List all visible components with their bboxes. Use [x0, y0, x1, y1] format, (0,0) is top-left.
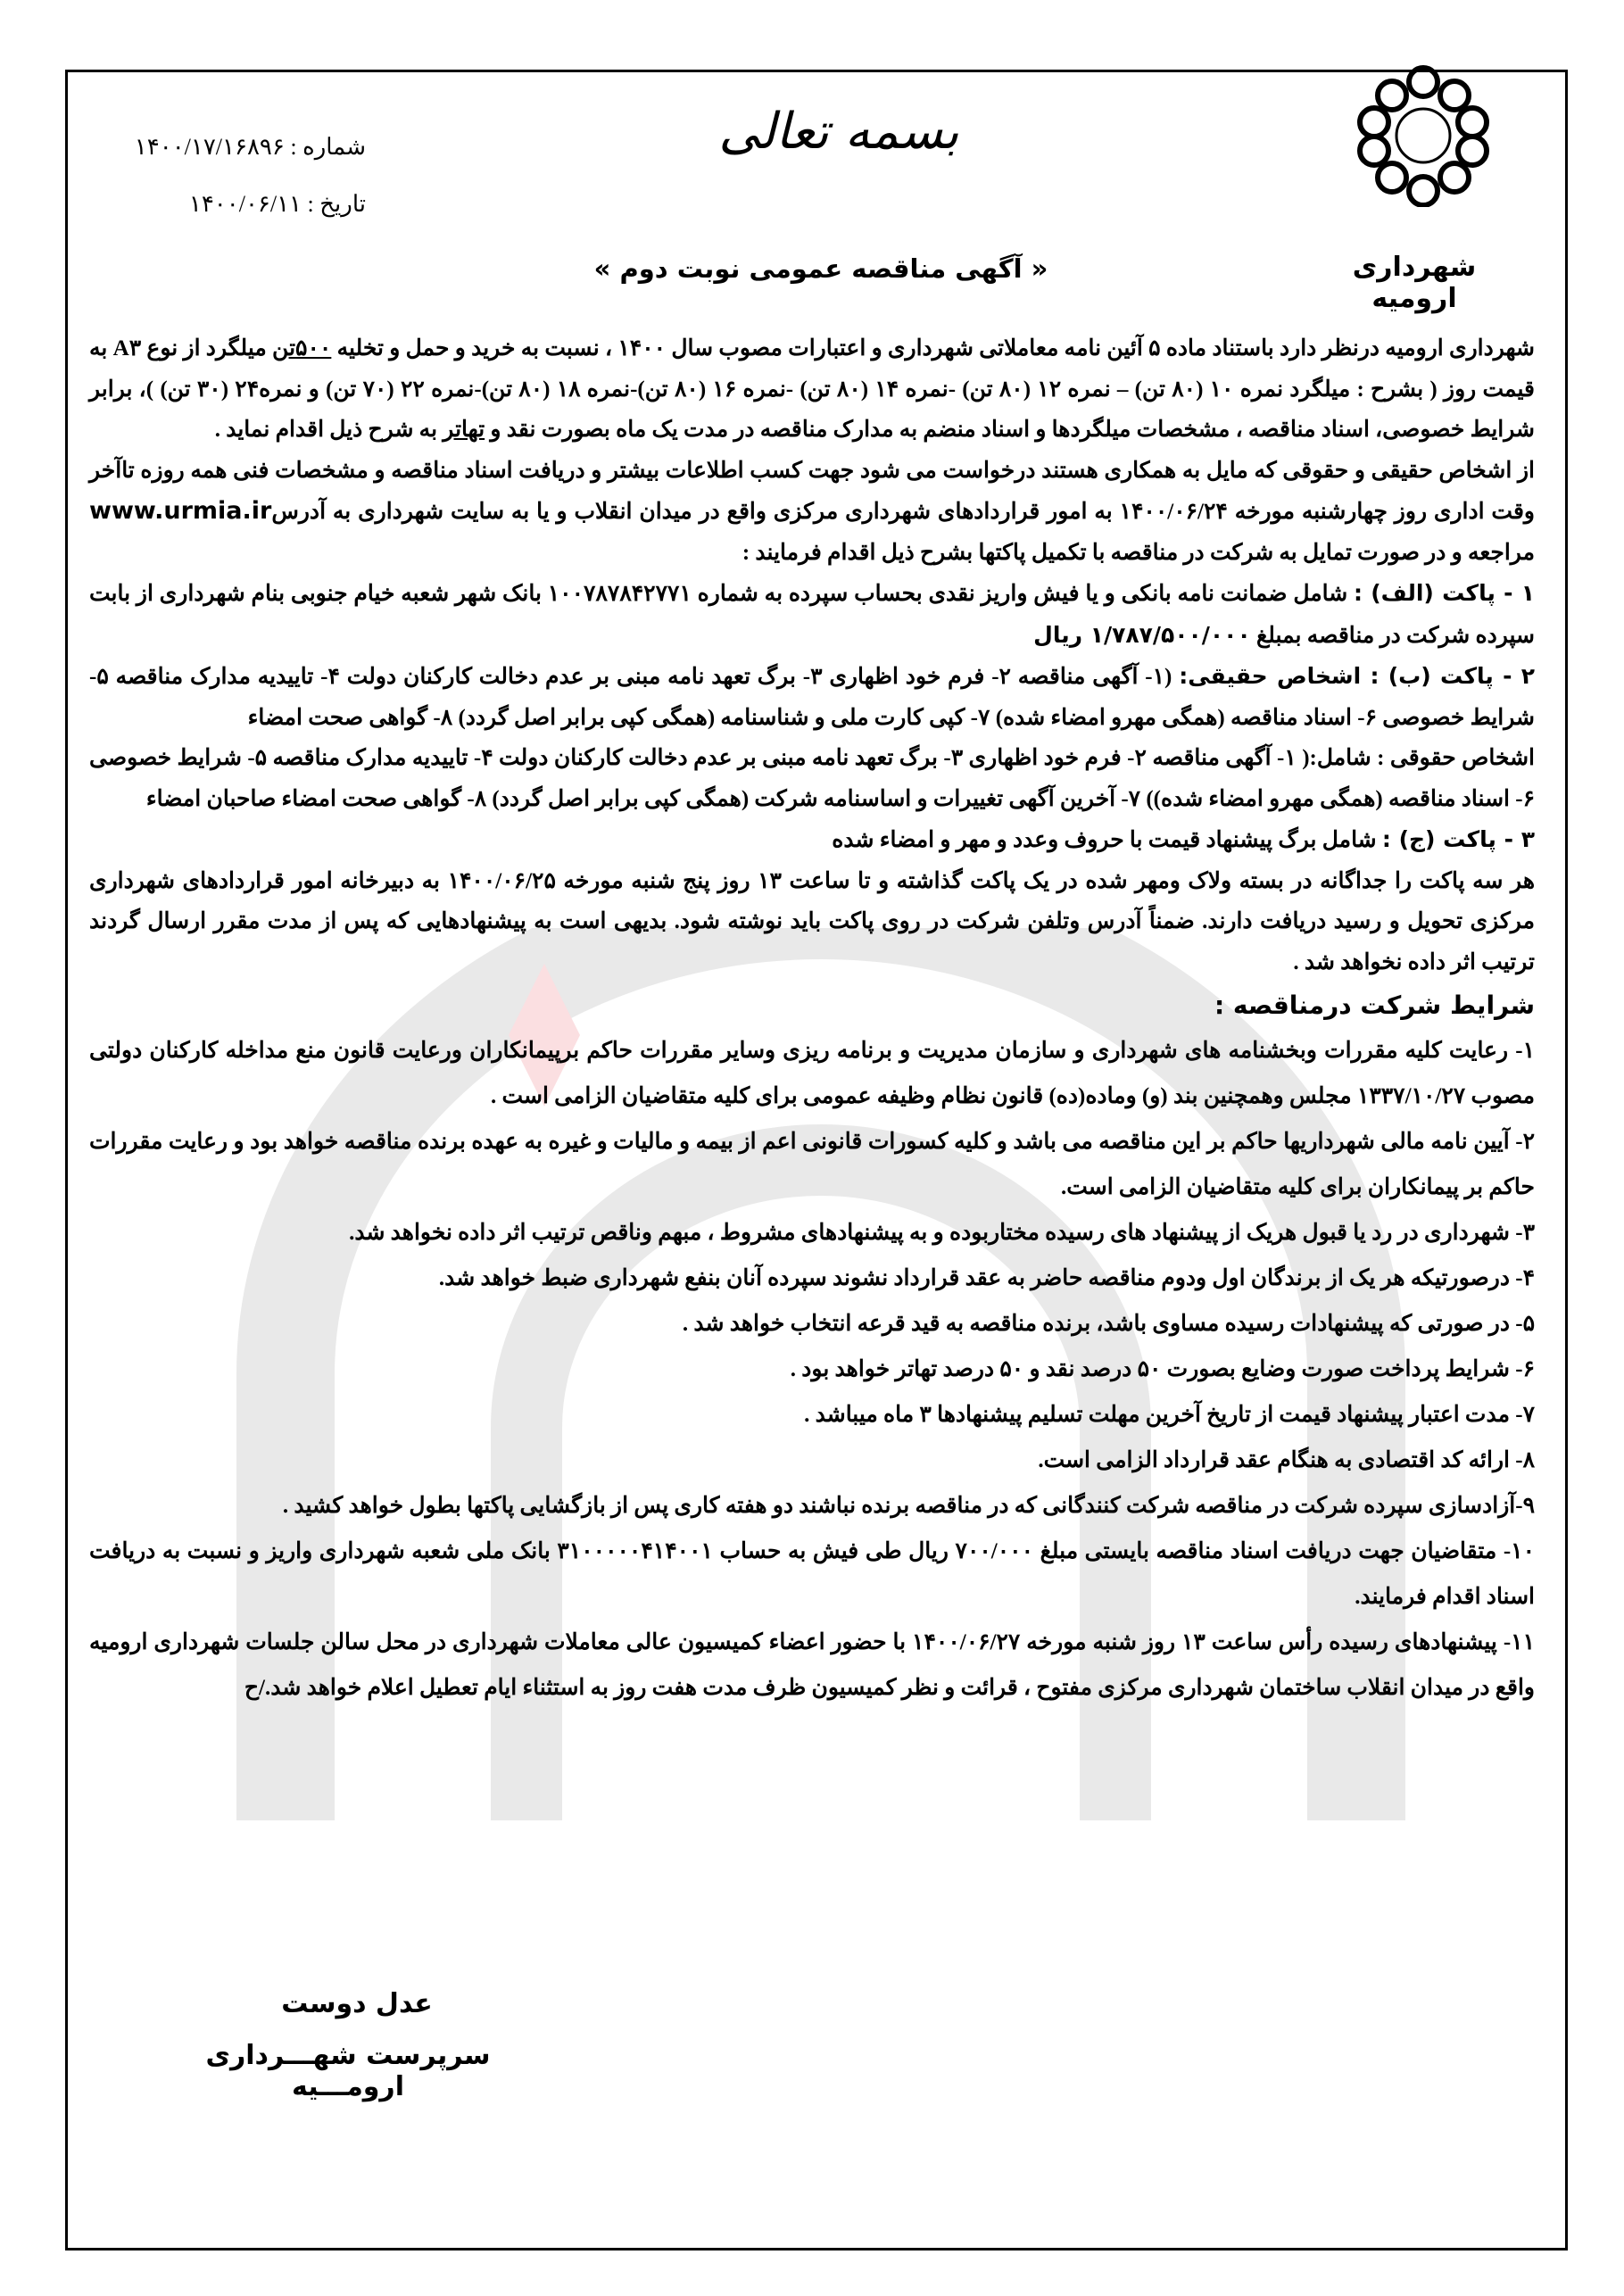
number-value: ۱۴۰۰/۱۷/۱۶۸۹۶: [134, 134, 285, 160]
notice-title: « آگهی مناقصه عمومی نوبت دوم »: [593, 253, 1048, 284]
condition-item: ۲- آیین نامه مالی شهرداریها حاکم بر این مناقصه می باشد و کلیه کسورات قانونی اعم از بیمه و مالیات و غیره به عهده برنده مناقصه خواهد بود و رعایت مقررات حاکم بر پیمانکاران برای کلیه متقاضیان الزامی است.: [89, 1130, 1535, 1199]
intro-text: شهرداری ارومیه درنظر دارد باستناد ماده ۵ آئین نامه معاملاتی شهرداری و اعتبارات مصوب سال ۱۴۰۰ ، نسبت به خرید و حمل و تخلیه: [331, 336, 1536, 361]
condition-item: ۱۰- متقاضیان جهت دریافت اسناد مناقصه بایستی مبلغ ۷۰۰/۰۰۰ ریال طی فیش به حساب ۳۱۰۰۰۰۰۴۱۴۰۰۱ بانک ملی شعبه شهرداری واریز و نسبت به دریافت اسناد اقدام فرمایند.: [89, 1539, 1536, 1609]
invite-text: از اشخاص حقیقی و حقوقی که مایل به همکاری هستند درخواست می شود جهت کسب اطلاعات بیشتر و دریافت اسناد مناقصه و مشخصات فنی همه روزه تاآخر وقت اداری روز چهارشنبه مورخه ۱۴۰۰/۰۶/۲۴ به امور قراردادهای شهرداری مرکزی واقع در میدان انقلاب و یا به سایت شهرداری به آدرس: [89, 458, 1535, 524]
intro-text: میلگرد از نوع A۳ به قیمت روز ( بشرح : میلگرد نمره ۱۰ (۸۰ تن) – نمره ۱۲ (۸۰ تن) -نمره ۱۴ (۸۰ تن) -نمره ۱۶ (۸۰ تن)-نمره ۱۸ (۸۰ تن)-نمره ۲۲ (۷۰ تن) و نمره۲۴ (۳۰ تن) )، برابر شرایط خصوصی، اسناد مناقصه ، مشخصات میلگردها و اسناد منضم به مدارک مناقصه در مدت یک ماه بصورت نقد و: [89, 336, 1535, 442]
deposit-amount: ۱/۷۸۷/۵۰۰/۰۰۰ ریال: [1033, 621, 1251, 648]
condition-item: ۴- درصورتیکه هر یک از برندگان اول ودوم مناقصه حاضر به عقد قرارداد نشوند سپرده آنان بنفع شهرداری ضبط خواهد شد.: [438, 1266, 1535, 1290]
packet-text: شامل ضمانت نامه بانکی و یا فیش واریز نقدی بحساب سپرده به شماره ۱۰۰۷۸۷۸۴۲۷۷۱ بانک شهر شعبه خیام جنوبی بنام شهرداری از بابت سپرده شرکت در مناقصه بمبلغ: [89, 582, 1535, 648]
conditions-title: شرایط شرکت درمناقصه :: [1214, 991, 1535, 1020]
packet-text: شامل برگ پیشنهاد قیمت با حروف وعدد و مهر و امضاء شده: [832, 828, 1382, 852]
date-label: تاریخ :: [307, 191, 366, 217]
packet-b-natural: [89, 656, 1535, 738]
conditions-section: [89, 982, 1535, 1711]
packet-a: [89, 573, 1535, 656]
packet-label: ۳ - پاکت (ج) :: [1381, 826, 1535, 852]
signatory-name: عدل دوست: [281, 1988, 433, 2019]
quantity-highlight: ۵۰۰تن: [272, 336, 332, 361]
packet-label: ۱ - پاکت (الف) :: [1354, 580, 1535, 606]
condition-item: ۸- ارائه کد اقتصادی به هنگام عقد قرارداد الزامی است.: [1038, 1448, 1535, 1472]
invite-text: مراجعه و در صورت تمایل به شرکت در مناقصه با تکمیل پاکتها بشرح ذیل اقدام فرمایند :: [742, 540, 1535, 565]
intro-text: به شرح ذیل اقدام نماید .: [214, 418, 443, 442]
letter-date: [107, 191, 366, 218]
intro-paragraph: [89, 328, 1535, 451]
condition-item: ۵- در صورتی که پیشنهادات رسیده مساوی باشد، برنده مناقصه به قید قرعه انتخاب خواهد شد .: [682, 1312, 1535, 1336]
urmia-municipality-logo-icon: [1330, 64, 1517, 207]
website-link[interactable]: www.urmia.ir: [89, 497, 272, 525]
barter-highlight: تهاتر: [443, 418, 485, 442]
condition-item: ۹-آزادسازی سپرده شرکت در مناقصه شرکت کنندگانی که در مناقصه برنده نباشند دو هفته کاری پس از بازگشایی پاکتها بطول خواهد کشید .: [282, 1494, 1535, 1518]
submission-paragraph: هر سه پاکت را جداگانه در بسته ولاک ومهر شده در یک پاکت گذاشته و تا ساعت ۱۳ روز پنج شنبه مورخه ۱۴۰۰/۰۶/۲۵ به دبیرخانه امور قراردادهای شهرداری مرکزی تحویل و رسید دریافت دارند. ضمناً آدرس وتلفن شرکت در روی پاکت باید نوشته شود. بدیهی است به پیشنهادهایی که پس از مدت مقرر ارسال گردند ترتیب اثر داده نخواهد شد .: [89, 868, 1536, 974]
organization-name: شهرداری ارومیه: [1352, 252, 1477, 314]
condition-item: ۷- مدت اعتبار پیشنهاد قیمت از تاریخ آخرین مهلت تسلیم پیشنهادها ۳ ماه میباشد .: [804, 1403, 1535, 1427]
packet-text: اشخاص حقوقی : شامل:( ۱- آگهی مناقصه ۲- فرم خود اظهاری ۳- برگ تعهد نامه مبنی بر عدم دخالت کارکنان دولت ۴- تاییدیه مدارک مناقصه ۵- شرایط خصوصی ۶- اسناد مناقصه (همگی مهرو امضاء شده)) ۷- آخرین آگهی تغییرات و اساسنامه شرکت (همگی کپی برابر اصل گردد) ۸- گواهی صحت امضاء صاحبان امضاء: [89, 746, 1535, 811]
packet-text: (۱- آگهی مناقصه ۲- فرم خود اظهاری ۳- برگ تعهد نامه مبنی بر عدم دخالت کارکنان دولت ۴- تاییدیه مدارک مناقصه ۵- شرایط خصوصی ۶- اسناد مناقصه (همگی مهرو امضاء شده) ۷- کپی کارت ملی و شناسنامه (همگی کپی برابر اصل گردد) ۸- گواهی صحت امضاء: [89, 665, 1535, 730]
condition-item: ۱۱- پیشنهادهای رسیده رأس ساعت ۱۳ روز شنبه مورخه ۱۴۰۰/۰۶/۲۷ با حضور اعضاء کمیسیون عالی معاملات شهرداری در محل سالن جلسات شهرداری ارومیه واقع در میدان انقلاب ساختمان شهرداری مرکزی مفتوح ، قرائت و نظر کمیسیون ظرف مدت هفت روز به استثناء ایام تعطیل اعلام خواهد شد./ح: [89, 1630, 1535, 1700]
condition-item: ۳- شهرداری در رد یا قبول هریک از پیشنهاد های رسیده مختاربوده و به پیشنهادهای مشروط ، مبهم وناقص ترتیب اثر داده نخواهد شد.: [349, 1221, 1535, 1245]
bismillah-heading: بسمه تعالی: [718, 103, 959, 161]
date-value: ۱۴۰۰/۰۶/۱۱: [188, 191, 302, 217]
invite-paragraph: [89, 451, 1535, 574]
condition-item: ۶- شرایط پرداخت صورت وضایع بصورت ۵۰ درصد نقد و ۵۰ درصد تهاتر خواهد بود .: [790, 1357, 1535, 1381]
packet-c: [89, 819, 1535, 861]
signatory-position: سرپرست شهـــرداری ارومـــیه: [205, 2040, 491, 2102]
condition-item: ۱- رعایت کلیه مقررات وبخشنامه های شهرداری و سازمان مدیریت و برنامه ریزی وسایر مقررات حاکم برپیمانکاران ورعایت قانون منع مداخله کارکنان دولتی مصوب ۱۳۳۷/۱۰/۲۷ مجلس وهمچنین بند (و) وماده(ده) قانون نظام وظیفه عمومی برای کلیه متقاضیان الزامی است .: [89, 1039, 1535, 1108]
notice-body: [89, 328, 1535, 1711]
letter-number: [107, 134, 366, 161]
number-label: شماره :: [290, 134, 366, 160]
packet-b-legal: [89, 738, 1535, 819]
packet-label: ۲ - پاکت (ب) : اشخاص حقیقی:: [1179, 663, 1535, 689]
